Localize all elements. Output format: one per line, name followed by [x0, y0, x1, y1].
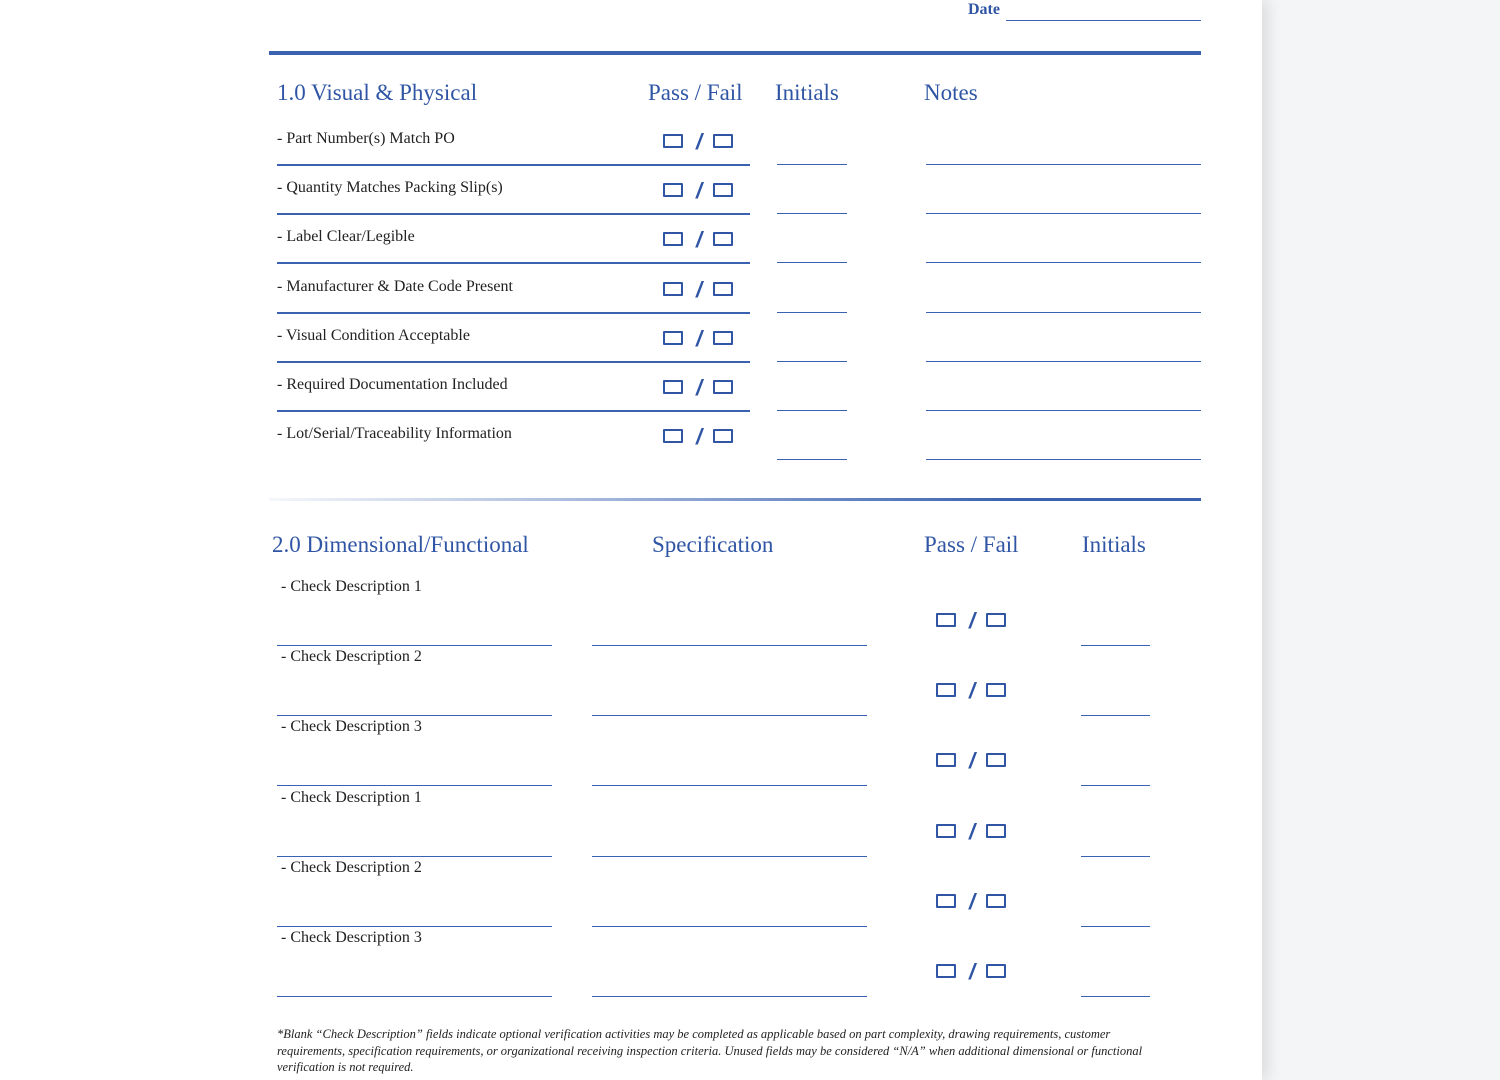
section1-notes-field[interactable] — [926, 164, 1201, 165]
section1-title: 1.0 Visual & Physical — [277, 80, 478, 105]
section1-row-pass-checkbox[interactable] — [663, 380, 683, 394]
section1-notes-field[interactable] — [926, 410, 1201, 411]
section1-row-divider — [277, 312, 750, 314]
section2-row-pass-checkbox[interactable] — [936, 613, 956, 627]
section2-row-label: - Check Description 3 — [281, 718, 422, 736]
section2-row-label: - Check Description 3 — [281, 929, 422, 946]
section2-specification-header: Specification — [652, 532, 774, 557]
section2-row-pass-checkbox[interactable] — [936, 753, 956, 767]
section2-specification-field[interactable] — [592, 785, 867, 786]
section2-specification-field[interactable] — [592, 926, 867, 927]
section2-specification-field[interactable] — [592, 996, 867, 997]
section1-row-slash: / — [696, 375, 703, 400]
section1-initials-field[interactable] — [777, 262, 847, 263]
section2-row-fail-checkbox[interactable] — [986, 894, 1006, 908]
section1-row-divider — [277, 262, 750, 264]
section1-notes-field[interactable] — [926, 312, 1201, 313]
section2-title: 2.0 Dimensional/Functional — [272, 532, 529, 557]
section1-initials-header: Initials — [775, 80, 839, 105]
section1-row-label: - Lot/Serial/Traceability Information — [277, 425, 512, 443]
section1-initials-field[interactable] — [777, 459, 847, 460]
section2-row-fail-checkbox[interactable] — [986, 613, 1006, 627]
section2-row-fail-checkbox[interactable] — [986, 824, 1006, 838]
section2-row-slash: / — [969, 678, 976, 704]
section1-row-label: - Label Clear/Legible — [277, 228, 415, 246]
section1-row-pass-fail — [663, 325, 739, 351]
section1-initials-field[interactable] — [777, 213, 847, 214]
section2-row-label: - Check Description 1 — [281, 788, 422, 806]
section1-row-pass-fail — [663, 178, 739, 204]
section2-row-pass-fail — [936, 678, 1012, 704]
section2-row-pass-checkbox[interactable] — [936, 894, 956, 908]
section1-row-fail-checkbox[interactable] — [713, 183, 733, 197]
section1-row-divider — [277, 164, 750, 166]
section1-row-pass-checkbox[interactable] — [663, 183, 683, 197]
section1-row-divider — [277, 213, 750, 215]
section2-pass-fail-header: Pass / Fail — [924, 532, 1019, 557]
section2-description-field[interactable] — [277, 785, 552, 786]
section2-row-label: - Check Description 2 — [281, 858, 422, 876]
section1-notes-field[interactable] — [926, 361, 1201, 362]
date-label: Date — [968, 1, 1000, 18]
section1-row-pass-checkbox[interactable] — [663, 282, 683, 296]
section1-row-pass-checkbox[interactable] — [663, 232, 683, 246]
section1-row-fail-checkbox[interactable] — [713, 331, 733, 345]
section1-row-label: - Required Documentation Included — [277, 376, 508, 393]
section1-row-fail-checkbox[interactable] — [713, 232, 733, 246]
section1-initials-field[interactable] — [777, 312, 847, 313]
section1-initials-field[interactable] — [777, 361, 847, 362]
section1-row-pass-fail — [663, 227, 739, 253]
section2-specification-field[interactable] — [592, 856, 867, 857]
section1-row-pass-checkbox[interactable] — [663, 331, 683, 345]
section1-row-label: - Manufacturer & Date Code Present — [277, 277, 513, 295]
section1-initials-field[interactable] — [777, 164, 847, 165]
section2-initials-field[interactable] — [1081, 856, 1150, 857]
section1-row-pass-checkbox[interactable] — [663, 134, 683, 148]
section1-row-fail-checkbox[interactable] — [713, 429, 733, 443]
section1-row-slash: / — [696, 325, 703, 351]
section1-row-slash: / — [696, 129, 703, 154]
section1-row-label: - Part Number(s) Match PO — [277, 130, 455, 147]
section2-row-pass-fail — [936, 888, 1012, 914]
section2-initials-field[interactable] — [1081, 715, 1150, 716]
section1-row-slash: / — [696, 227, 703, 253]
section1-notes-field[interactable] — [926, 213, 1201, 214]
section1-row-label: - Quantity Matches Packing Slip(s) — [277, 179, 503, 197]
section1-row-fail-checkbox[interactable] — [713, 134, 733, 148]
section1-row-pass-fail — [663, 424, 739, 450]
footnote: *Blank “Check Description” fields indicate optional verification activities may be completed as applicable based on part complexity, drawing requirements, customer requirements, specification requirements, or organizational receiving inspection criteria. Unused fields may be considered “N/A” when additional dimensional or functional verification is not required. — [277, 1027, 1143, 1074]
section2-initials-field[interactable] — [1081, 785, 1150, 786]
section1-row-pass-fail — [663, 276, 739, 302]
section2-row-slash: / — [969, 608, 976, 633]
section2-row-fail-checkbox[interactable] — [986, 753, 1006, 767]
section2-row-pass-fail — [936, 748, 1012, 774]
section2-description-field[interactable] — [277, 715, 552, 716]
section2-row-slash: / — [969, 959, 976, 984]
section1-row-fail-checkbox[interactable] — [713, 282, 733, 296]
section1-row-label: - Visual Condition Acceptable — [277, 326, 470, 344]
section2-row-slash: / — [969, 748, 976, 774]
section2-row-label: - Check Description 1 — [281, 578, 422, 595]
top-divider — [269, 51, 1201, 55]
section1-row-pass-checkbox[interactable] — [663, 429, 683, 443]
section2-description-field[interactable] — [277, 996, 552, 997]
section1-row-slash: / — [696, 424, 703, 450]
section2-row-fail-checkbox[interactable] — [986, 964, 1006, 978]
section1-row-divider — [277, 410, 750, 412]
section2-row-slash: / — [969, 818, 976, 844]
section2-initials-field[interactable] — [1081, 996, 1150, 997]
section2-initials-field[interactable] — [1081, 645, 1150, 646]
section2-initials-field[interactable] — [1081, 926, 1150, 927]
section2-specification-field[interactable] — [592, 715, 867, 716]
section1-row-pass-fail — [663, 375, 739, 400]
section2-row-label: - Check Description 2 — [281, 648, 422, 666]
section2-initials-header: Initials — [1082, 532, 1146, 557]
section2-row-pass-checkbox[interactable] — [936, 824, 956, 838]
section1-notes-field[interactable] — [926, 459, 1201, 460]
section1-row-slash: / — [696, 178, 703, 204]
section2-row-pass-fail — [936, 818, 1012, 844]
section2-row-pass-checkbox[interactable] — [936, 683, 956, 697]
section2-row-slash: / — [969, 888, 976, 914]
section2-row-pass-fail — [936, 608, 1012, 633]
section2-description-field[interactable] — [277, 926, 552, 927]
section2-description-field[interactable] — [277, 645, 552, 646]
section1-row-divider — [277, 361, 750, 363]
section2-row-fail-checkbox[interactable] — [986, 683, 1006, 697]
section1-notes-field[interactable] — [926, 262, 1201, 263]
section1-row-pass-fail — [663, 129, 739, 154]
section1-row-slash: / — [696, 276, 703, 302]
section2-row-pass-fail — [936, 959, 1012, 984]
section1-notes-header: Notes — [924, 80, 978, 105]
section2-description-field[interactable] — [277, 856, 552, 857]
section-divider — [269, 498, 1201, 501]
section1-initials-field[interactable] — [777, 410, 847, 411]
section1-row-fail-checkbox[interactable] — [713, 380, 733, 394]
section2-specification-field[interactable] — [592, 645, 867, 646]
date-field-line[interactable] — [1006, 20, 1201, 21]
section1-pass-fail-header: Pass / Fail — [648, 80, 743, 105]
section2-row-pass-checkbox[interactable] — [936, 964, 956, 978]
